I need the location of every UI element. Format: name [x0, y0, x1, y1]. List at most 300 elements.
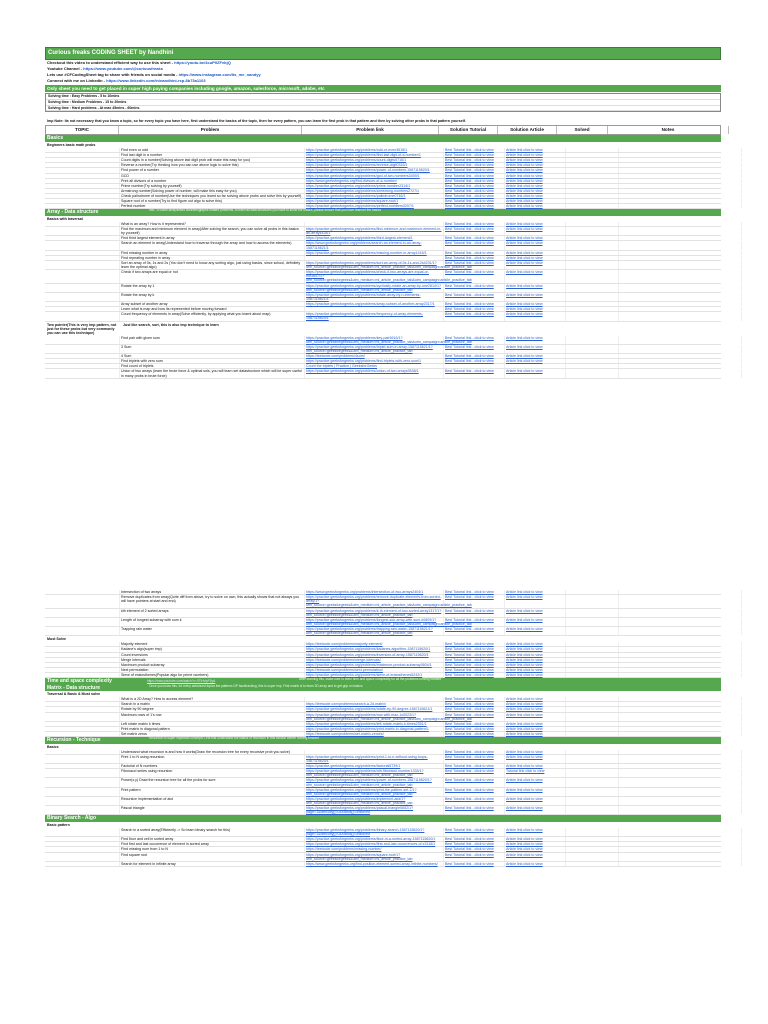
solution-tutorial-link[interactable]: Best Tutorial link - click to view	[444, 778, 505, 786]
notes-cell[interactable]	[619, 184, 742, 188]
solution-article-link[interactable]: Article link click to view	[505, 256, 566, 260]
notes-cell[interactable]	[619, 174, 742, 178]
solution-tutorial-link[interactable]: Best Tutorial link - click to view	[444, 642, 505, 646]
solution-tutorial-link[interactable]: Best Tutorial link - click to view	[444, 270, 505, 282]
solved-cell[interactable]	[566, 797, 619, 805]
solved-cell[interactable]	[566, 148, 619, 152]
info-link[interactable]: https://www.linkedin.com/in/nandhini-rsp-8b73a1103	[106, 78, 206, 83]
solved-cell[interactable]	[566, 658, 619, 662]
solution-tutorial-link[interactable]: Best Tutorial link - click to view	[444, 163, 505, 167]
solution-article-link[interactable]: Article link click to view	[505, 241, 566, 249]
solution-tutorial-link[interactable]: Best Tutorial link - click to view	[444, 828, 505, 836]
solution-article-link[interactable]: Article link click to view	[505, 713, 566, 721]
solved-cell[interactable]	[566, 727, 619, 731]
solved-cell[interactable]	[566, 256, 619, 260]
solution-tutorial-link[interactable]: Best Tutorial link - click to view	[444, 722, 505, 726]
notes-cell[interactable]	[619, 853, 742, 861]
solution-tutorial-link[interactable]: Best Tutorial link - click to view	[444, 168, 505, 172]
solved-cell[interactable]	[566, 359, 619, 363]
solved-cell[interactable]	[566, 847, 619, 851]
problem-link[interactable]: https://practice.geeksforgeeks.org/problems/square-root/1?utm_source=geeksforgeeks&utm_medium=ml_article_practice_tab	[305, 853, 444, 861]
notes-cell[interactable]	[619, 647, 742, 651]
problem-link[interactable]: Count the triplets | Practice | GeeksforGeeks	[305, 364, 444, 368]
problem-link[interactable]: https://practice.geeksforgeeks.org/problems/print-the-pattern-set-1/1?utm_source=geeksforgeeks&utm_medium=ml_article_practice_tab	[305, 788, 444, 796]
notes-cell[interactable]	[619, 369, 742, 377]
solved-cell[interactable]	[566, 354, 619, 358]
solution-tutorial-link[interactable]: Best Tutorial link - click to view	[444, 750, 505, 754]
notes-cell[interactable]	[619, 194, 742, 198]
notes-cell[interactable]	[619, 345, 742, 353]
solution-tutorial-link[interactable]: Best Tutorial link - click to view	[444, 647, 505, 651]
notes-cell[interactable]	[619, 227, 742, 235]
solved-cell[interactable]	[566, 153, 619, 157]
solution-tutorial-link[interactable]: Best Tutorial link - click to view	[444, 369, 505, 377]
notes-cell[interactable]	[619, 797, 742, 805]
notes-cell[interactable]	[619, 595, 742, 607]
solution-tutorial-link[interactable]: Best Tutorial link - click to view	[444, 312, 505, 320]
solution-article-link[interactable]: Article link click to view	[505, 862, 566, 866]
solution-article-link[interactable]: Article link click to view	[505, 642, 566, 646]
solution-article-link[interactable]: Article link click to view	[505, 148, 566, 152]
notes-cell[interactable]	[619, 307, 742, 311]
problem-link[interactable]: https://practice.geeksforgeeks.org/problems/kadanes-algorithm-1587115620/1	[305, 647, 444, 651]
notes-cell[interactable]	[619, 847, 742, 851]
solution-article-link[interactable]: Article link click to view	[505, 158, 566, 162]
problem-link[interactable]: https://practice.geeksforgeeks.org/problems/power-of-numbers-1587115620/1	[305, 168, 444, 172]
notes-cell[interactable]	[619, 163, 742, 167]
solved-cell[interactable]	[566, 293, 619, 301]
solved-cell[interactable]	[566, 778, 619, 786]
notes-cell[interactable]	[619, 222, 742, 226]
solution-article-link[interactable]: Article link click to view	[505, 359, 566, 363]
solution-article-link[interactable]: Article link click to view	[505, 837, 566, 841]
solution-article-link[interactable]: Article link click to view	[505, 204, 566, 208]
solved-cell[interactable]	[566, 168, 619, 172]
solution-tutorial-link[interactable]: Best Tutorial link - click to view	[444, 241, 505, 249]
notes-cell[interactable]	[619, 842, 742, 846]
info-link[interactable]: https://www.instagram.com/its_me_nandyy	[178, 72, 261, 77]
solution-tutorial-link[interactable]: Best Tutorial link - click to view	[444, 345, 505, 353]
solved-cell[interactable]	[566, 261, 619, 269]
notes-cell[interactable]	[619, 236, 742, 240]
problem-link[interactable]: https://practice.geeksforgeeks.org/problems/check-if-two-arrays-are-equal-or-not3847/1?utm_source=geeksforgeeks&utm_medium=ml_article_practice_tab&utm_campaign=article_practice_tab	[306, 270, 472, 283]
notes-cell[interactable]	[619, 179, 742, 183]
problem-link[interactable]: https://practice.geeksforgeeks.org/problems/frequency-of-array-elements-1587115620/1	[305, 312, 444, 320]
solved-cell[interactable]	[566, 179, 619, 183]
solved-cell[interactable]	[566, 663, 619, 667]
solution-article-link[interactable]: Article link click to view	[505, 806, 566, 814]
problem-link[interactable]: https://practice.geeksforgeeks.org/problems/rotate-array-by-n-elements-1587115621/1	[305, 293, 444, 301]
solution-article-link[interactable]: Article link click to view	[505, 270, 566, 282]
notes-cell[interactable]	[619, 627, 742, 635]
solved-cell[interactable]	[566, 236, 619, 240]
solved-cell[interactable]	[566, 189, 619, 193]
notes-cell[interactable]	[619, 158, 742, 162]
problem-link[interactable]: https://leetcode.com/problems/set-matrix-zeroes/	[305, 732, 444, 736]
notes-cell[interactable]	[619, 837, 742, 841]
solution-tutorial-link[interactable]: Best Tutorial link - click to view	[444, 236, 505, 240]
solved-cell[interactable]	[566, 336, 619, 344]
solution-article-link[interactable]: Article link click to view	[505, 222, 566, 226]
solution-tutorial-link[interactable]: Best Tutorial link - click to view	[444, 862, 505, 866]
solution-tutorial-link[interactable]: Best Tutorial link - click to view	[444, 727, 505, 731]
notes-cell[interactable]	[619, 732, 742, 736]
solution-tutorial-link[interactable]: Best Tutorial link - click to view	[444, 284, 505, 292]
solution-tutorial-link[interactable]: Best Tutorial link - click to view	[444, 755, 505, 763]
notes-cell[interactable]	[619, 653, 742, 657]
solution-tutorial-link[interactable]: Best Tutorial link - click to view	[444, 184, 505, 188]
solution-tutorial-link[interactable]: Best Tutorial link - click to view	[444, 199, 505, 203]
solution-article-link[interactable]: Article link click to view	[505, 307, 566, 311]
solution-tutorial-link[interactable]: Best Tutorial link - click to view	[444, 194, 505, 198]
solution-tutorial-link[interactable]: Best Tutorial link - click to view	[444, 256, 505, 260]
solution-tutorial-link[interactable]: Best Tutorial link - click to view	[444, 189, 505, 193]
notes-cell[interactable]	[619, 673, 742, 677]
solution-article-link[interactable]: Article link click to view	[505, 842, 566, 846]
info-link[interactable]: https://www.youtube.com/@curiousfreaks	[83, 66, 163, 71]
solved-cell[interactable]	[566, 204, 619, 208]
solution-article-link[interactable]: Article link click to view	[505, 707, 566, 711]
solution-article-link[interactable]: Article link click to view	[505, 764, 566, 768]
solved-cell[interactable]	[566, 284, 619, 292]
solved-cell[interactable]	[566, 642, 619, 646]
notes-cell[interactable]	[619, 270, 742, 282]
problem-link[interactable]: https://practice.geeksforgeeks.org/problems/perfect-numbers3207/1	[305, 204, 444, 208]
problem-link[interactable]: https://leetcode.com/problems/next-permutation/	[305, 668, 444, 672]
solved-cell[interactable]	[566, 627, 619, 635]
solution-article-link[interactable]: Article link click to view	[505, 847, 566, 851]
solution-article-link[interactable]: Article link click to view	[505, 153, 566, 157]
problem-link[interactable]: https://practice.geeksforgeeks.org/problems/trapping-rain-water-1587115621/1?utm_source=geeksforgeeks&utm_medium=ml_article_practice_tab	[305, 627, 444, 635]
solved-cell[interactable]	[566, 750, 619, 754]
notes-cell[interactable]	[619, 168, 742, 172]
solution-tutorial-link[interactable]: Best Tutorial link - click to view	[444, 697, 505, 701]
solution-article-link[interactable]: Article link click to view	[505, 261, 566, 269]
solution-article-link[interactable]: Article link click to view	[505, 179, 566, 183]
solution-article-link[interactable]: Article link click to view	[505, 354, 566, 358]
problem-link[interactable]: https://practice.geeksforgeeks.org/problems/find-minimum-and-maximum-element-in-an-array4428/1	[305, 227, 444, 235]
solution-article-link[interactable]: Article link click to view	[505, 345, 566, 353]
solution-article-link[interactable]: Tutorial link click to view	[505, 769, 566, 777]
solution-article-link[interactable]: Article link click to view	[505, 168, 566, 172]
problem-link[interactable]: https://leetcode.com/problems/majority-element/	[305, 642, 444, 646]
problem-link[interactable]: https://practice.geeksforgeeks.org/problems/implement-atoi/1?utm_source=geeksforgeeks&utm_medium=ml_article_practice_tab	[305, 797, 444, 805]
solution-tutorial-link[interactable]: Best Tutorial link - click to view	[444, 359, 505, 363]
solution-tutorial-link[interactable]: Best Tutorial link - click to view	[444, 658, 505, 662]
notes-cell[interactable]	[619, 722, 742, 726]
problem-link[interactable]: https://www.geeksforgeeks.org/problems/intersection-of-two-arrays2404/1	[305, 590, 444, 594]
problem-link[interactable]: https://leetcode.com/problems/search-a-2d-matrix/	[305, 702, 444, 706]
solution-tutorial-link[interactable]: Best Tutorial link - click to view	[444, 668, 505, 672]
notes-cell[interactable]	[619, 204, 742, 208]
solution-tutorial-link[interactable]: Best Tutorial link - click to view	[444, 806, 505, 814]
solution-article-link[interactable]: Article link click to view	[505, 750, 566, 754]
solved-cell[interactable]	[566, 307, 619, 311]
solution-tutorial-link[interactable]: Best Tutorial link - click to view	[444, 764, 505, 768]
problem-link[interactable]: https://practice.geeksforgeeks.org/problems/key-pair5616/1?utm_source=geeksforgeeks&utm_medium=ml_article_practice_tab&utm_campaign=article_practice_tab	[306, 335, 472, 344]
solution-article-link[interactable]: Article link click to view	[505, 618, 566, 626]
notes-cell[interactable]	[619, 862, 742, 866]
notes-cell[interactable]	[619, 284, 742, 292]
problem-link[interactable]: https://www.geeksforgeeks.org/problems/search-an-element-in-an-array-1587115621/1	[305, 241, 444, 249]
notes-cell[interactable]	[619, 642, 742, 646]
notes-cell[interactable]	[619, 727, 742, 731]
solution-article-link[interactable]: Article link click to view	[505, 302, 566, 306]
solution-tutorial-link[interactable]: Best Tutorial link - click to view	[444, 336, 505, 344]
solved-cell[interactable]	[566, 707, 619, 711]
problem-link[interactable]: https://practice.geeksforgeeks.org/problems/armstrong-numbers2727/1	[305, 189, 444, 193]
problem-link[interactable]: https://practice.geeksforgeeks.org/problems/longest-sub-array-with-sum-k0809/1?utm_source=geeksforgeeks&utm_medium=ml_article_practice_tab&utm_campaign=article_practice_tab	[306, 617, 472, 626]
solved-cell[interactable]	[566, 842, 619, 846]
problem-link[interactable]: https://practice.geeksforgeeks.org/problems/inversion-of-array-1587115620/1	[305, 653, 444, 657]
problem-link[interactable]: https://practice.geeksforgeeks.org/problems/find-last-digit-of-a-number/1	[305, 153, 444, 157]
solved-cell[interactable]	[566, 668, 619, 672]
solution-article-link[interactable]: Article link click to view	[505, 590, 566, 594]
solution-article-link[interactable]: Article link click to view	[505, 312, 566, 320]
problem-link[interactable]: https://practice.geeksforgeeks.org/problems/pascal-triangle0652/1?page=1&difficulty[]=0&status[]=unsolved	[305, 806, 444, 814]
solved-cell[interactable]	[566, 369, 619, 377]
solved-cell[interactable]	[566, 722, 619, 726]
notes-cell[interactable]	[619, 750, 742, 754]
info-link[interactable]: https://youtu.be/4cuP9ZFvbjQ	[174, 60, 231, 65]
solution-article-link[interactable]: Article link click to view	[505, 727, 566, 731]
solution-tutorial-link[interactable]: Best Tutorial link - click to view	[444, 148, 505, 152]
solution-tutorial-link[interactable]: Best Tutorial link - click to view	[444, 732, 505, 736]
solved-cell[interactable]	[566, 194, 619, 198]
solved-cell[interactable]	[566, 590, 619, 594]
solution-article-link[interactable]: Article link click to view	[505, 668, 566, 672]
solved-cell[interactable]	[566, 806, 619, 814]
solution-article-link[interactable]: Article link click to view	[505, 653, 566, 657]
solved-cell[interactable]	[566, 227, 619, 235]
solution-tutorial-link[interactable]: Best Tutorial link - click to view	[444, 590, 505, 594]
solution-tutorial-link[interactable]: Best Tutorial link - click to view	[444, 204, 505, 208]
notes-cell[interactable]	[619, 312, 742, 320]
problem-link[interactable]: https://practice.geeksforgeeks.org/problems/third-largest-element/1	[305, 236, 444, 240]
notes-cell[interactable]	[619, 364, 742, 368]
solved-cell[interactable]	[566, 364, 619, 368]
problem-link[interactable]: https://practice.geeksforgeeks.org/problems/row-with-max-1s0023/1?utm_source=geeksforgeeks&utm_medium=ml_article_practice_tab&utm_campaign=article_practice_tab	[306, 712, 472, 721]
solution-tutorial-link[interactable]: Best Tutorial link - click to view	[444, 788, 505, 796]
solved-cell[interactable]	[566, 837, 619, 841]
solved-cell[interactable]	[566, 163, 619, 167]
notes-cell[interactable]	[619, 658, 742, 662]
notes-cell[interactable]	[619, 668, 742, 672]
solution-tutorial-link[interactable]: Best Tutorial link - click to view	[444, 713, 505, 721]
solution-article-link[interactable]: Article link click to view	[505, 627, 566, 635]
problem-link[interactable]: https://practice.geeksforgeeks.org/problems/odd-or-even3618/1	[305, 148, 444, 152]
solved-cell[interactable]	[566, 312, 619, 320]
solution-article-link[interactable]: Article link click to view	[505, 163, 566, 167]
notes-cell[interactable]	[619, 293, 742, 301]
problem-link[interactable]: https://practice.geeksforgeeks.org/problems/binary-search-1587115620/1?page=1&difficulty[]=0&status[]=unsolved	[305, 828, 444, 836]
problem-link[interactable]: https://practice.geeksforgeeks.org/problems/left-rotate-matrix-k-times2351/1	[305, 722, 444, 726]
solution-tutorial-link[interactable]: Best Tutorial link - click to view	[444, 174, 505, 178]
solution-tutorial-link[interactable]: Best Tutorial link - click to view	[444, 251, 505, 255]
solution-article-link[interactable]: Article link click to view	[505, 732, 566, 736]
solution-tutorial-link[interactable]: Best Tutorial link - click to view	[444, 673, 505, 677]
solution-article-link[interactable]: Article link click to view	[505, 189, 566, 193]
solution-article-link[interactable]: Article link click to view	[505, 697, 566, 701]
problem-link[interactable]: https://practice.geeksforgeeks.org/problems/reverse-digit0316/1	[305, 163, 444, 167]
solved-cell[interactable]	[566, 764, 619, 768]
solved-cell[interactable]	[566, 673, 619, 677]
notes-cell[interactable]	[619, 590, 742, 594]
problem-link[interactable]: https://leetcode.com/problems/missing-number/	[305, 847, 444, 851]
notes-cell[interactable]	[619, 769, 742, 777]
problem-link[interactable]: https://www.geeksforgeeks.org/find-position-element-sorted-array-infinite-numbers/	[305, 862, 444, 866]
solution-article-link[interactable]: Article link click to view	[505, 293, 566, 301]
solved-cell[interactable]	[566, 251, 619, 255]
notes-cell[interactable]	[619, 609, 742, 617]
solution-tutorial-link[interactable]: Best Tutorial link - click to view	[444, 653, 505, 657]
solution-article-link[interactable]: Article link click to view	[505, 595, 566, 607]
solved-cell[interactable]	[566, 158, 619, 162]
problem-link[interactable]: https://practice.geeksforgeeks.org/problems/print-1-to-n-without-using-loops-1587115620/1	[305, 755, 444, 763]
solution-article-link[interactable]: Article link click to view	[505, 227, 566, 235]
notes-cell[interactable]	[619, 663, 742, 667]
problem-link[interactable]: https://practice.geeksforgeeks.org/problems/factorial5739/1	[305, 764, 444, 768]
problem-link[interactable]: https://practice.geeksforgeeks.org/problems/triplet-sum-in-array-1587115621/1?utm_source=geeksforgeeks&utm_medium=ml_article_practice_tab	[305, 345, 444, 353]
solution-article-link[interactable]: Article link click to view	[505, 236, 566, 240]
notes-cell[interactable]	[619, 354, 742, 358]
solution-tutorial-link[interactable]: Best Tutorial link - click to view	[444, 707, 505, 711]
solution-tutorial-link[interactable]: Best Tutorial link - click to view	[444, 153, 505, 157]
solved-cell[interactable]	[566, 222, 619, 226]
solution-tutorial-link[interactable]: Best Tutorial link - click to view	[444, 837, 505, 841]
solved-cell[interactable]	[566, 618, 619, 626]
solution-article-link[interactable]: Article link click to view	[505, 755, 566, 763]
solution-article-link[interactable]: Article link click to view	[505, 797, 566, 805]
notes-cell[interactable]	[619, 241, 742, 249]
solved-cell[interactable]	[566, 862, 619, 866]
solution-tutorial-link[interactable]: Best Tutorial link - click to view	[444, 853, 505, 861]
solved-cell[interactable]	[566, 713, 619, 721]
notes-cell[interactable]	[619, 618, 742, 626]
notes-cell[interactable]	[619, 302, 742, 306]
notes-cell[interactable]	[619, 806, 742, 814]
solved-cell[interactable]	[566, 241, 619, 249]
notes-cell[interactable]	[619, 189, 742, 193]
solution-article-link[interactable]: Article link click to view	[505, 284, 566, 292]
problem-link[interactable]: https://practice.geeksforgeeks.org/problems/print-matrix-in-diagonal-pattern/1	[305, 727, 444, 731]
solution-tutorial-link[interactable]: Best Tutorial link - click to view	[444, 702, 505, 706]
solved-cell[interactable]	[566, 609, 619, 617]
problem-link[interactable]: https://practice.geeksforgeeks.org/problems/floor-in-a-sorted-array-1587115620/1	[305, 837, 444, 841]
solution-tutorial-link[interactable]: Best Tutorial link - click to view	[444, 261, 505, 269]
solution-article-link[interactable]: Article link click to view	[505, 702, 566, 706]
solution-tutorial-link[interactable]: Best Tutorial link - click to view	[444, 847, 505, 851]
problem-link[interactable]: https://practice.geeksforgeeks.org/problems/rotate-by-90-degree-1587115621/1	[305, 707, 444, 711]
problem-link[interactable]: https://practice.geeksforgeeks.org/problems/prime-number2314/1	[305, 184, 444, 188]
problem-link[interactable]: https://practice.geeksforgeeks.org/problems/power-of-numbers-1587115620/1?utm_source=geeksforgeeks&utm_medium=ml_article_practice_tab	[305, 778, 444, 786]
notes-cell[interactable]	[619, 153, 742, 157]
problem-link[interactable]: https://practice.geeksforgeeks.org/problems/sieve-of-eratosthenes5242/1	[305, 673, 444, 677]
problem-link[interactable]: https://practice.geeksforgeeks.org/problems/cyclically-rotate-an-array-by-one2614/1?utm_source=geeksforgeeks&utm_medium=ml_article_practice_tab	[305, 284, 444, 292]
solved-cell[interactable]	[566, 184, 619, 188]
solution-tutorial-link[interactable]: Best Tutorial link - click to view	[444, 618, 505, 626]
notes-cell[interactable]	[619, 251, 742, 255]
solved-cell[interactable]	[566, 199, 619, 203]
problem-link[interactable]: https://www.geeksforgeeks.org/find-divisors-of-a-number/	[305, 179, 444, 183]
problem-link[interactable]: https://practice.geeksforgeeks.org/problems/remove-duplicate-elements-from-sorted-array/1?utm_source=geeksforgeeks&utm_medium=ml_article_practice_tab&utm_campaign=article_practice_tab	[306, 595, 472, 608]
solution-article-link[interactable]: Article link click to view	[505, 673, 566, 677]
solved-cell[interactable]	[566, 769, 619, 777]
solved-cell[interactable]	[566, 755, 619, 763]
solution-article-link[interactable]: Article link click to view	[505, 647, 566, 651]
notes-cell[interactable]	[619, 707, 742, 711]
solution-article-link[interactable]: Article link click to view	[505, 194, 566, 198]
notes-cell[interactable]	[619, 199, 742, 203]
solution-tutorial-link[interactable]: Best Tutorial link - click to view	[444, 797, 505, 805]
solved-cell[interactable]	[566, 345, 619, 353]
problem-link[interactable]: https://practice.geeksforgeeks.org/problems/sort-an-array-of-0s-1s-and-2s4231/1?utm_source=geeksforgeeks&utm_medium=ml_article_practice_tab&utm_campaign=article_practice_tab	[306, 260, 472, 270]
problem-link[interactable]: https://practice.geeksforgeeks.org/problems/find-triplets-with-zero-sum/1	[305, 359, 444, 363]
solution-article-link[interactable]: Article link click to view	[505, 722, 566, 726]
solution-tutorial-link[interactable]: Best Tutorial link - click to view	[444, 663, 505, 667]
solution-tutorial-link[interactable]: Best Tutorial link - click to view	[444, 769, 505, 777]
solution-article-link[interactable]: Article link click to view	[505, 369, 566, 377]
solved-cell[interactable]	[566, 653, 619, 657]
problem-link[interactable]: https://practice.geeksforgeeks.org/problems/palindrome0746/1	[305, 194, 444, 198]
notes-cell[interactable]	[619, 788, 742, 796]
problem-link[interactable]: https://practice.geeksforgeeks.org/problems/first-and-last-occurrences-of-x3116/1	[305, 842, 444, 846]
solution-article-link[interactable]: Article link click to view	[505, 336, 566, 344]
notes-cell[interactable]	[619, 359, 742, 363]
notes-cell[interactable]	[619, 261, 742, 269]
solution-article-link[interactable]: Article link click to view	[505, 663, 566, 667]
problem-link[interactable]: https://practice.geeksforgeeks.org/problems/array-subset-of-another-array2317/1	[305, 302, 444, 306]
solution-tutorial-link[interactable]: Best Tutorial link - click to view	[444, 842, 505, 846]
notes-cell[interactable]	[619, 697, 742, 701]
notes-cell[interactable]	[619, 702, 742, 706]
solution-tutorial-link[interactable]: Best Tutorial link - click to view	[444, 307, 505, 311]
problem-link[interactable]: https://leetcode.com/problems/merge-intervals/	[305, 658, 444, 662]
solution-article-link[interactable]: Article link click to view	[505, 658, 566, 662]
solved-cell[interactable]	[566, 270, 619, 282]
problem-link[interactable]: https://practice.geeksforgeeks.org/problems/maximum-product-subarray3604/1	[305, 663, 444, 667]
problem-link[interactable]: https://practice.geeksforgeeks.org/problems/count-digits5716/1	[305, 158, 444, 162]
solved-cell[interactable]	[566, 788, 619, 796]
solution-article-link[interactable]: Article link click to view	[505, 609, 566, 617]
solution-tutorial-link[interactable]: Best Tutorial link - click to view	[444, 158, 505, 162]
solution-tutorial-link[interactable]: Best Tutorial link - click to view	[444, 595, 505, 607]
solution-article-link[interactable]: Article link click to view	[505, 853, 566, 861]
notes-cell[interactable]	[619, 755, 742, 763]
problem-link[interactable]: https://leetcode.com/problems/4sum/	[305, 354, 444, 358]
problem-link[interactable]: https://practice.geeksforgeeks.org/problems/missing-number-in-array1416/1	[305, 251, 444, 255]
solution-article-link[interactable]: Article link click to view	[505, 174, 566, 178]
solution-article-link[interactable]: Article link click to view	[505, 199, 566, 203]
problem-link[interactable]: https://practice.geeksforgeeks.org/problems/nth-fibonacci-number1335/1?utm_source=geeksforgeeks&utm_medium=ml_article_practice_tab	[305, 769, 444, 777]
solution-tutorial-link[interactable]: Best Tutorial link - click to view	[444, 227, 505, 235]
notes-cell[interactable]	[619, 764, 742, 768]
solved-cell[interactable]	[566, 647, 619, 651]
solution-tutorial-link[interactable]: Best Tutorial link - click to view	[444, 179, 505, 183]
solution-tutorial-link[interactable]: Best Tutorial link - click to view	[444, 609, 505, 617]
solved-cell[interactable]	[566, 697, 619, 701]
solution-article-link[interactable]: Article link click to view	[505, 828, 566, 836]
section-link[interactable]: https://www.youtube.com/watch?v=9TlHvipP5yA	[147, 679, 216, 684]
notes-cell[interactable]	[619, 778, 742, 786]
solved-cell[interactable]	[566, 174, 619, 178]
problem-link[interactable]: https://practice.geeksforgeeks.org/problems/gcd-of-two-numbers3459/1	[305, 174, 444, 178]
solution-tutorial-link[interactable]: Best Tutorial link - click to view	[444, 354, 505, 358]
solution-article-link[interactable]: Article link click to view	[505, 251, 566, 255]
problem-link[interactable]: https://practice.geeksforgeeks.org/problems/union-of-two-arrays3538/1	[305, 369, 444, 377]
problem-link[interactable]: https://practice.geeksforgeeks.org/problems/square-root/1	[305, 199, 444, 203]
notes-cell[interactable]	[619, 828, 742, 836]
